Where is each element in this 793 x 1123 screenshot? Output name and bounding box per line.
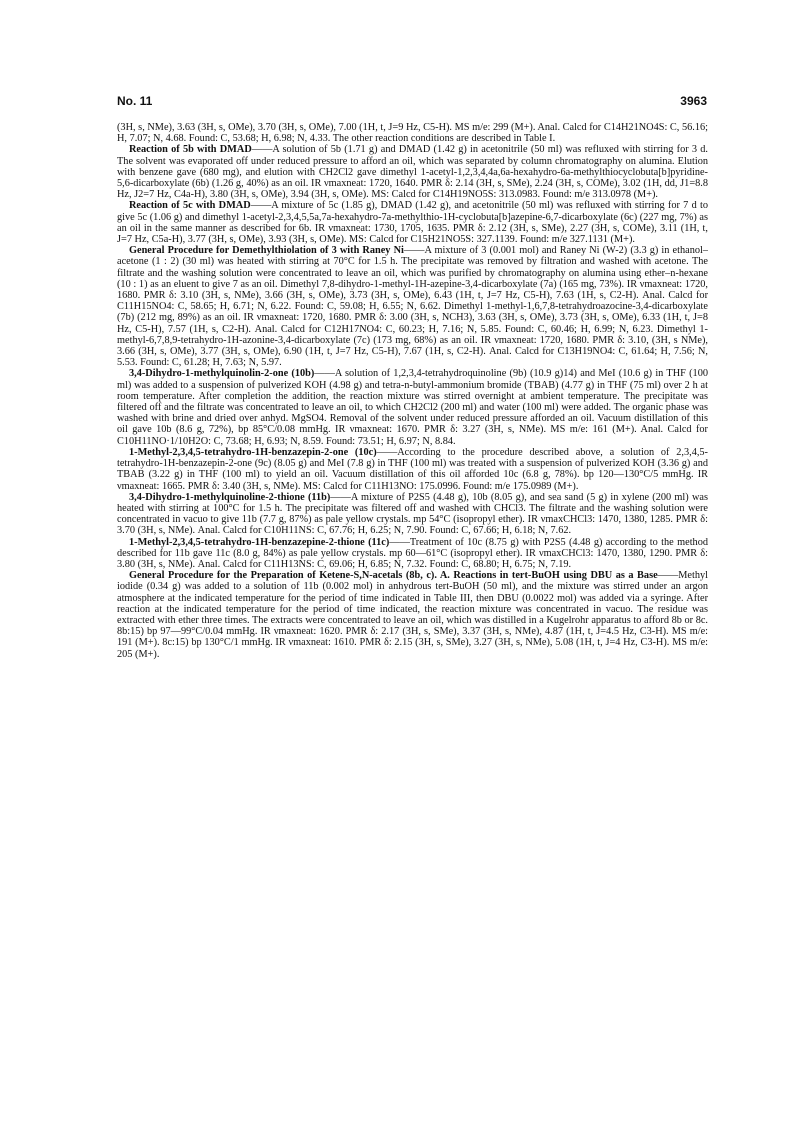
paragraph-4 bbox=[117, 245, 708, 368]
paragraph-heading: Reaction of 5b with DMAD bbox=[129, 144, 252, 156]
paragraph-6 bbox=[117, 447, 708, 492]
paragraph-text: ——Methyl iodide (0.34 g) was added to a solution of 11b (0.002 mol) in anhydrous tert-BuOH (50 ml), and the mixture was stirred under an argon atmosphere at the indicated temperature for the period of time indicated in Table III, then DBU (0.0022 mol) was added via a syringe. After reaction at the indicated temperature for the period of time indicated, the reaction mixture was concentrated in vacuo. The residue was extracted with ether three times. The extracts were concentrated to leave an oil, which was distilled in a Kugelrohr apparatus to afford 8b or 8c. 8b:15) bp 97—99°C/0.04 mmHg. IR νmaxneat: 1620. PMR δ: 2.17 (3H, s, SMe), 3.37 (3H, s, NMe), 4.87 (1H, t, J=4.5 Hz, C3-H). MS m/e: 191 (M+). 8c:15) bp 130°C/1 mmHg. IR νmaxneat: 1610. PMR δ: 2.15 (3H, s, SMe), 3.27 (3H, s, NMe), 5.08 (1H, t, J=4 Hz, C3-H). MS m/e: 205 (M+). bbox=[117, 570, 708, 660]
paragraph-text: ——A mixture of 5c (1.85 g), DMAD (1.42 g), and acetonitrile (50 ml) was refluxed with stirring for 7 d to give 5c (1.06 g) and dimethyl 1-acetyl-2,3,4,5,5a,7a-hexahydro-7a-methylthio-1H-cyclobuta[b]azepine-6,7-dicarboxylate (6c) (227 mg, 7%) as an oil in the same manner as described for 6b. IR νmaxneat: 1730, 1705, 1635. PMR δ: 2.12 (3H, s, SMe), 2.27 (3H, s, COMe), 3.11 (1H, t, J=7 Hz, C5a-H), 3.77 (3H, s, OMe), 3.93 (3H, s, OMe). MS: Calcd for C15H21NO5S: 327.1139. Found: m/e 327.1131 (M+). bbox=[117, 200, 708, 246]
paragraph-text: ——According to the procedure described above, a solution of 2,3,4,5-tetrahydro-1H-benzazepin-2-one (9c) (8.05 g) and MeI (7.8 g) in THF (100 ml) was treated with a suspension of pulverized KOH (3.36 g) and TBAB (3.22 g) in THF (100 ml) to yield an oil. Vacuum distillation of this oil afforded 10c (6.8 g, 78%). bp 120—130°C/5 mmHg. IR νmaxneat: 1665. PMR δ: 3.40 (3H, s, NMe). MS: Calcd for C11H13NO: 175.0996. Found: m/e 175.0989 (M+). bbox=[117, 446, 708, 492]
page-header bbox=[117, 94, 707, 110]
body-text bbox=[117, 122, 708, 1107]
paragraph-text: ——A solution of 1,2,3,4-tetrahydroquinoline (9b) (10.9 g)14) and MeI (10.6 g) in THF (100 ml) was added to a suspension of pulverized KOH (4.98 g) and tetra-n-butyl-ammonium bromide (TBAB) (4.77 g) in THF (75 ml) over 2 h at room temperature. After completion the addition, the reaction mixture was stirred overnight at ambient temperature. The precipitate was filtered off and the filtrate was concentrated to leave an oil, to which CH2Cl2 (200 ml) and water (100 ml) were added. The organic phase was washed with brine and dried over anhyd. MgSO4. Removal of the solvent under reduced pressure afforded an oil. Vacuum distillation of this oil gave 10b (8.6 g, 72%), bp 85°C/0.08 mmHg. IR νmaxneat: 1670. PMR δ: 3.27 (3H, s, NMe). MS m/e: 161 (M+). Anal. Calcd for C10H11NO·1/10H2O: C, 73.68; H, 6.93; N, 8.59. Found: 73.51; H, 6.97; N, 8.84. bbox=[117, 368, 708, 447]
paragraph-3 bbox=[117, 200, 708, 245]
paragraph-8 bbox=[117, 537, 708, 571]
paragraph-text: ——A solution of 5b (1.71 g) and DMAD (1.42 g) in acetonitrile (50 ml) was refluxed with stirring for 3 d. The solvent was evaporated off under reduced pressure to afford an oil, which was separated by column chromatography on alumina. Elution with benzene gave (680 mg), and elution with CH2Cl2 gave dimethyl 1-acetyl-1,2,3,4,4a,6a-hexahydro-6a-methylthiocyclobuta[b]pyridine-5,6-dicarboxylate (6b) (1.26 g, 40%) as an oil. IR νmaxneat: 1720, 1640. PMR δ: 2.14 (3H, s, SMe), 2.24 (3H, s, COMe), 3.02 (1H, dd, J1=8.8 Hz, J2=7 Hz, C4a-H), 3.80 (3H, s, OMe), 3.94 (3H, s, OMe). MS: Calcd for C14H19NO5S: 313.0983. Found: m/e 313.0978 (M+). bbox=[117, 144, 708, 201]
issue-number: No. 11 bbox=[117, 94, 153, 108]
paragraph-heading: 3,4-Dihydro-1-methylquinolin-2-one (10b) bbox=[129, 368, 315, 380]
paragraph-text: ——Treatment of 10c (8.75 g) with P2S5 (4.48 g) according to the method described for 11b gave 11c (8.0 g, 84%) as pale yellow crystals. mp 60—61°C (isopropyl ether). IR νmaxCHCl3: 1470, 1380, 1290. PMR δ: 3.80 (3H, s, NMe). Anal. Calcd for C11H13NS: C, 69.06; H, 6.85; N, 7.32. Found: C, 68.80; H, 6.75; N, 7.19. bbox=[117, 536, 708, 570]
paragraph-7 bbox=[117, 492, 708, 537]
paragraph-heading: General Procedure for the Preparation of Ketene-S,N-acetals (8b, c). A. Reactions in tert-BuOH using DBU as a Base bbox=[129, 570, 658, 582]
paragraph-heading: General Procedure for Demethylthiolation of 3 with Raney Ni bbox=[129, 245, 404, 257]
paragraph-text: ——A mixture of P2S5 (4.48 g), 10b (8.05 g), and sea sand (5 g) in xylene (200 ml) was heated with stirring at 100°C for 1.5 h. The precipitate was filtered off and washed with CHCl3. The filtrate and the washing solution were concentrated in vacuo to give 11b (7.7 g, 87%) as pale yellow crystals. mp 54°C (isopropyl ether). IR νmaxCHCl3: 1470, 1380, 1285. PMR δ: 3.70 (3H, s, NMe). Anal. Calcd for C10H11NS: C, 67.76; H, 6.25; N, 7.90. Found: C, 67.66; H, 6.18; N, 7.62. bbox=[117, 491, 708, 537]
paragraph-heading: 3,4-Dihydro-1-methylquinoline-2-thione (11b) bbox=[129, 491, 331, 503]
paragraph-9 bbox=[117, 570, 708, 660]
paragraph-2 bbox=[117, 144, 708, 200]
paragraph-5 bbox=[117, 368, 708, 446]
paragraph-1 bbox=[117, 122, 708, 144]
paragraph-text: (3H, s, NMe), 3.63 (3H, s, OMe), 3.70 (3H, s, OMe), 7.00 (1H, t, J=9 Hz, C5-H). MS m/e: 299 (M+). Anal. Calcd for C14H21NO4S: C, 56.16; H, 7.07; N, 4.68. Found: C, 53.68; H, 6.98; N, 4.33. The other reaction conditions are described in Table I. bbox=[117, 122, 708, 145]
paragraph-heading: Reaction of 5c with DMAD bbox=[129, 200, 251, 212]
paragraph-heading: 1-Methyl-2,3,4,5-tetrahydro-1H-benzazepine-2-thione (11c) bbox=[129, 536, 390, 548]
paragraph-heading: 1-Methyl-2,3,4,5-tetrahydro-1H-benzazepin-2-one (10c) bbox=[129, 446, 377, 458]
paragraph-text: ——A mixture of 3 (0.001 mol) and Raney Ni (W-2) (3.3 g) in ethanol–acetone (1 : 2) (30 ml) was heated with stirring at 70°C for 1.5 h. The precipitate was removed by filtration and washed with acetone. The filtrate and the washing solution were concentrated to leave an oil, which was purified by chromatography on alumina using ether–n-hexane (10 : 1) as an eluent to give 7 as an oil. Dimethyl 7,8-dihydro-1-methyl-1H-azepine-3,4-dicarboxylate (7a) (165 mg, 73%). IR νmaxneat: 1720, 1680. PMR δ: 3.10 (3H, s, NMe), 3.66 (3H, s, OMe), 3.73 (3H, s, OMe), 6.43 (1H, t, J=7 Hz, C5-H), 7.63 (1H, s, C2-H). Anal. Calcd for C11H15NO4: C, 58.65; H, 6.71; N, 6.22. Found: C, 59.08; H, 6.55; N, 6.62. Dimethyl 1-methyl-1,6,7,8-tetrahydroazocine-3,4-dicarboxylate (7b) (212 mg, 89%) as an oil. IR νmaxneat: 1720, 1680. PMR δ: 3.00 (3H, s, NCH3), 3.63 (3H, s, OMe), 3.73 (3H, s, OMe), 6.33 (1H, t, J=8 Hz, C5-H), 7.57 (1H, s, C2-H). Anal. Calcd for C12H17NO4: C, 60.23; H, 7.16; N, 5.85. Found: C, 60.46; H, 6.99; N, 6.23. Dimethyl 1-methyl-6,7,8,9-tetrahydro-1H-azonine-3,4-dicarboxylate (7c) (173 mg, 68%) as an oil. IR νmaxneat: 1720, 1680. PMR δ: 3.10, (3H, s NMe), 3.66 (3H, s, OMe), 3.77 (3H, s, OMe), 6.90 (1H, t, J=7 Hz, C5-H), 7.67 (1H, s, C2-H). Anal. Calcd for C13H19NO4: C, 61.64; H, 7.56; N, 5.53. Found: C, 61.28; H, 7.63; N, 5.97. bbox=[117, 245, 708, 369]
page-number: 3963 bbox=[680, 94, 707, 108]
